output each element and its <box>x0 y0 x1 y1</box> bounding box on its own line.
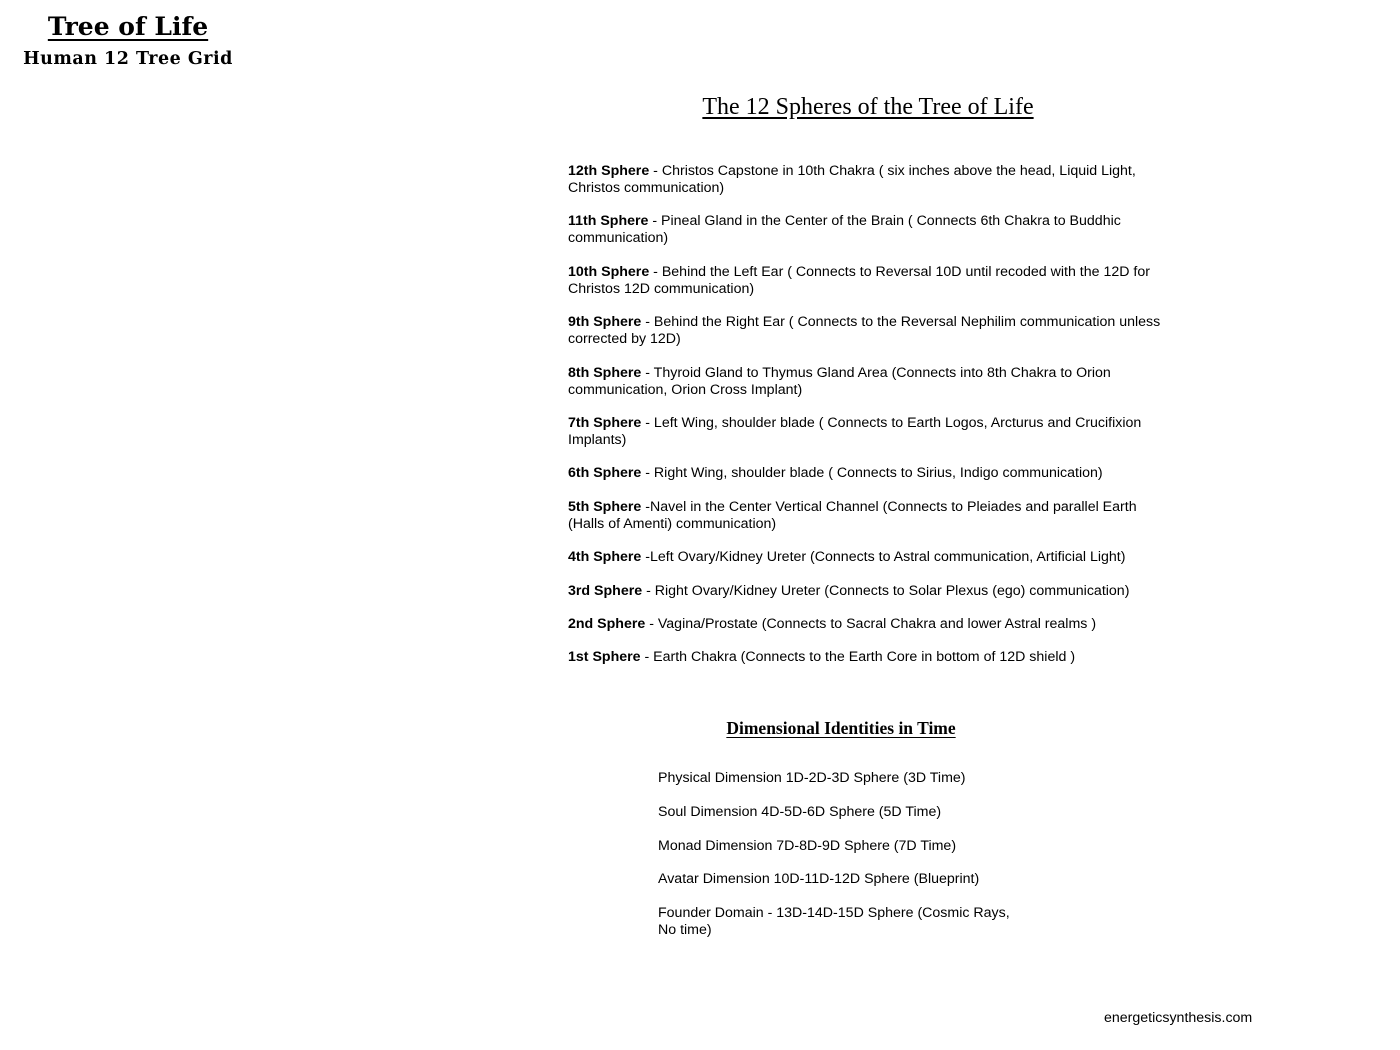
sphere-label: 11th Sphere <box>568 213 649 230</box>
sphere-description: -Navel in the Center Vertical Channel (Connects to Pleiades and parallel Earth (Halls of Amenti) communication) <box>568 498 1137 532</box>
dimension-item-soul: Soul Dimension 4D-5D-6D Sphere (5D Time) <box>658 803 942 820</box>
dimension-item-founder: Founder Domain - 13D-14D-15D Sphere (Cosmic Rays, No time) <box>658 905 1010 939</box>
sphere-label: 6th Sphere <box>568 465 642 482</box>
sphere-item-5 <box>568 499 1168 533</box>
sphere-description: - Pineal Gland in the Center of the Brain ( Connects 6th Chakra to Buddhic communication) <box>568 213 1121 247</box>
sphere-description: - Left Wing, shoulder blade ( Connects to Earth Logos, Arcturus and Crucifixion Implants) <box>568 414 1142 448</box>
sphere-item-12 <box>568 163 1168 197</box>
sphere-label: 2nd Sphere <box>568 615 646 632</box>
sphere-label: 1st Sphere <box>568 649 641 666</box>
sphere-label: 8th Sphere <box>568 364 642 381</box>
sphere-description: - Christos Capstone in 10th Chakra ( six inches above the head, Liquid Light, Christos communication) <box>568 163 1136 196</box>
sphere-label: 3rd Sphere <box>568 582 643 599</box>
sphere-label: 12th Sphere <box>568 163 650 179</box>
dimension-item-physical: Physical Dimension 1D-2D-3D Sphere (3D Time) <box>658 770 966 786</box>
sphere-item-2 <box>568 616 1168 633</box>
sphere-item-8 <box>568 365 1168 399</box>
sphere-label: 9th Sphere <box>568 314 642 331</box>
footer-website: energeticsynthesis.com <box>1104 1010 1253 1026</box>
sphere-description: - Thyroid Gland to Thymus Gland Area (Connects into 8th Chakra to Orion communication, Orion Cross Implant) <box>568 364 1111 398</box>
dimension-item-avatar: Avatar Dimension 10D-11D-12D Sphere (Blueprint) <box>658 871 980 888</box>
sphere-label: 4th Sphere <box>568 549 642 566</box>
document-subtitle: Human 12 Tree Grid <box>23 49 233 69</box>
sphere-label: 7th Sphere <box>568 414 642 431</box>
sphere-item-3 <box>568 583 1168 600</box>
document-title: Tree of Life <box>47 12 209 41</box>
sphere-item-1 <box>568 649 1168 666</box>
sphere-item-7 <box>568 415 1168 449</box>
sphere-item-6 <box>568 465 1168 482</box>
sphere-description: - Right Ovary/Kidney Ureter (Connects to Solar Plexus (ego) communication) <box>642 582 1130 599</box>
sphere-item-11 <box>568 213 1168 247</box>
sphere-description: - Right Wing, shoulder blade ( Connects to Sirius, Indigo communication) <box>641 465 1103 482</box>
document-header <box>18 10 238 70</box>
sphere-description: - Behind the Left Ear ( Connects to Reversal 10D until recoded with the 12D for Christos 12D communication) <box>568 263 1150 297</box>
sphere-label: 5th Sphere <box>568 498 642 515</box>
sphere-description: -Left Ovary/Kidney Ureter (Connects to Astral communication, Artificial Light) <box>641 549 1126 566</box>
sphere-description: - Behind the Right Ear ( Connects to the Reversal Nephilim communication unless corrected by 12D) <box>568 314 1161 348</box>
sphere-item-4 <box>568 549 1168 566</box>
dimensions-heading: Dimensional Identities in Time <box>726 718 956 738</box>
sphere-item-10 <box>568 264 1168 298</box>
sphere-label: 10th Sphere <box>568 263 650 280</box>
spheres-heading: The 12 Spheres of the Tree of Life <box>702 94 1034 120</box>
dimension-list <box>658 770 1028 956</box>
dimension-item-monad: Monad Dimension 7D-8D-9D Sphere (7D Time) <box>658 837 957 854</box>
sphere-description: - Vagina/Prostate (Connects to Sacral Chakra and lower Astral realms ) <box>645 615 1097 632</box>
sphere-list <box>568 163 1168 683</box>
sphere-item-9 <box>568 314 1168 348</box>
sphere-description: - Earth Chakra (Connects to the Earth Core in bottom of 12D shield ) <box>640 649 1076 666</box>
